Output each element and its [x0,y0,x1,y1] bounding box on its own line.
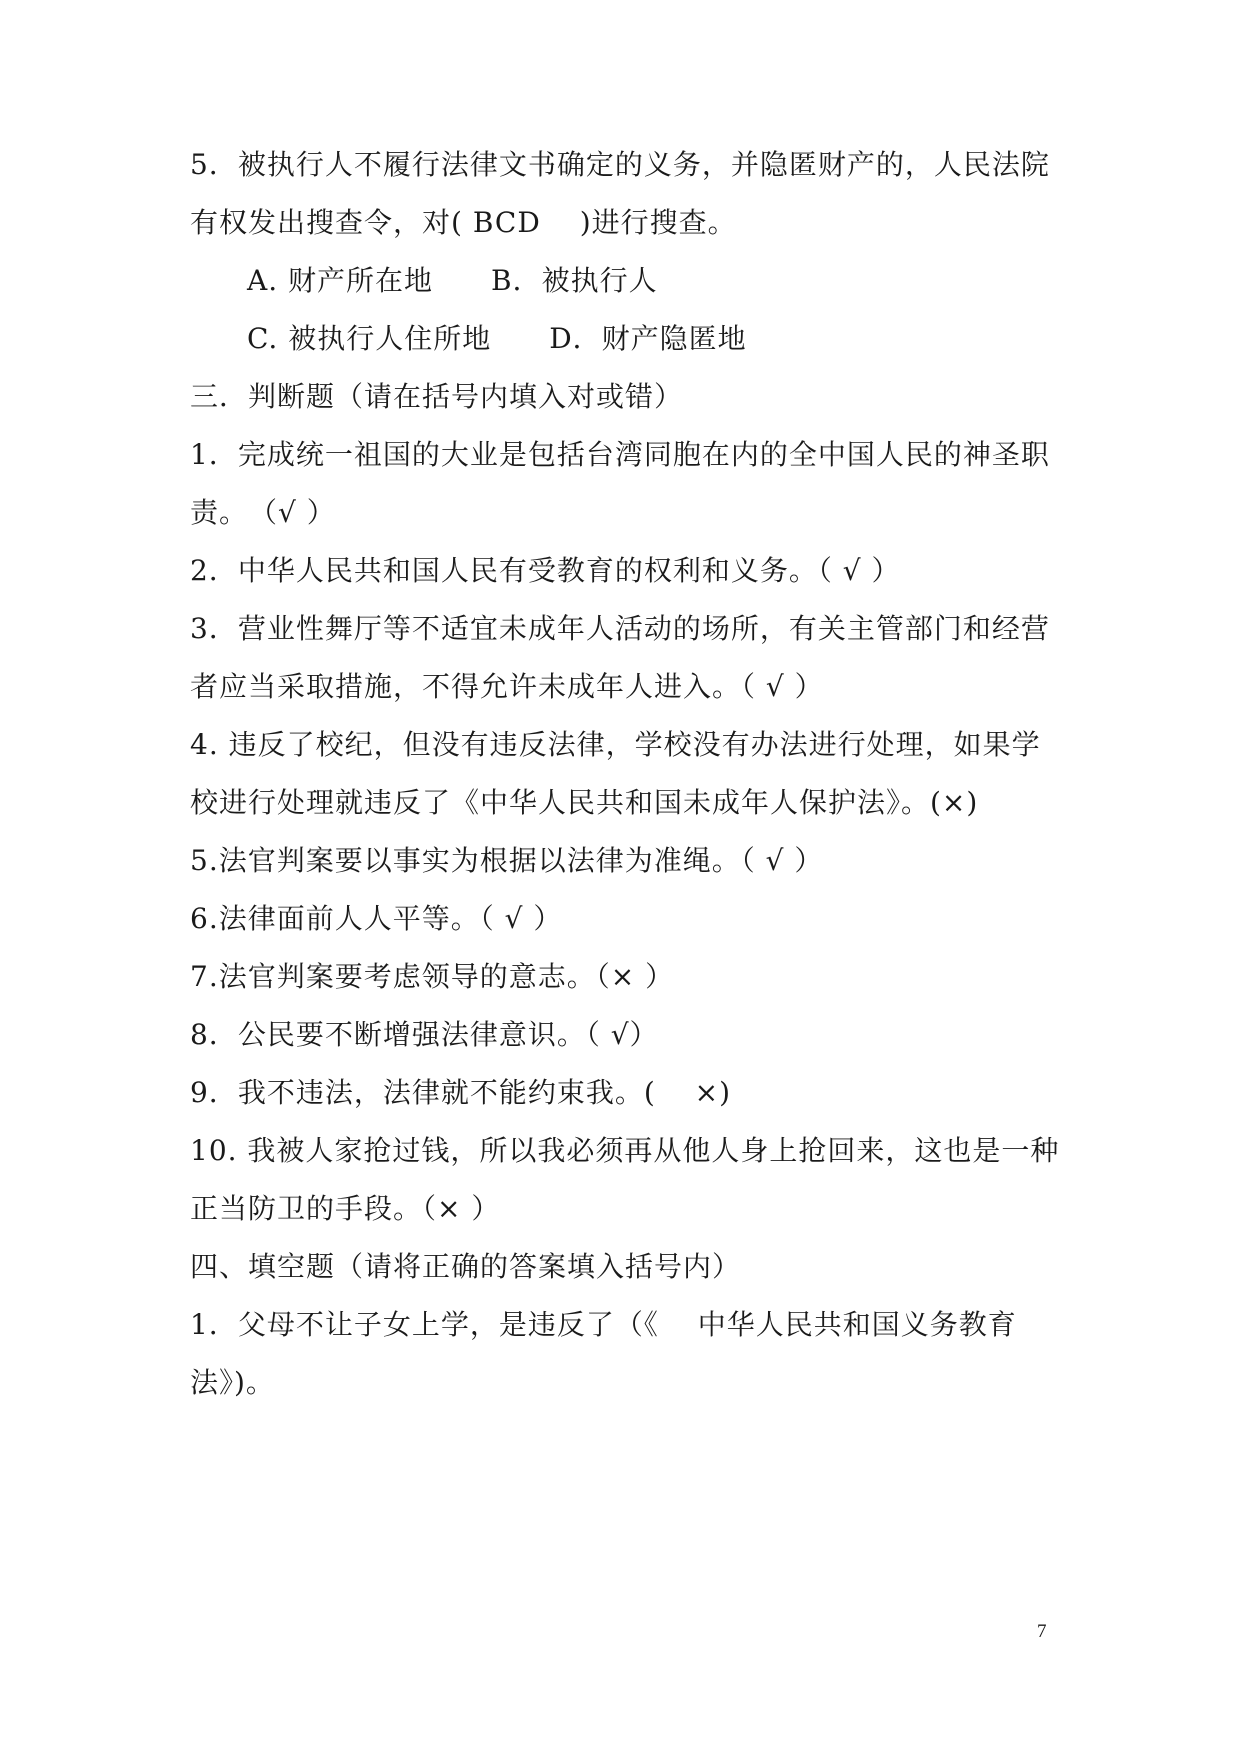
option-a: A. 财产所在地 [247,264,434,297]
judgment-item-line: 10. 我被人家抢过钱，所以我必须再从他人身上抢回来，这也是一种 [190,1134,1060,1167]
judgment-item-line: 责。 （√ ） [190,496,336,529]
judgment-item-line: 7.法官判案要考虑领导的意志。（× ） [190,960,675,993]
judgment-item-line: 4. 违反了校纪，但没有违反法律，学校没有办法进行处理，如果学 [190,728,1041,761]
judgment-item-line: 6.法律面前人人平等。（ √ ） [190,902,563,935]
page-number: 7 [1037,1621,1047,1642]
judgment-item-line: 正当防卫的手段。（× ） [190,1192,501,1225]
section-4-heading: 四、填空题（请将正确的答案填入括号内） [190,1250,742,1283]
question-5-options-ab [247,261,1127,301]
option-b: B．被执行人 [491,264,658,297]
judgment-item-line: 5.法官判案要以事实为根据以法律为准绳。（ √ ） [190,844,824,877]
judgment-item-line: 3．营业性舞厅等不适宜未成年人活动的场所，有关主管部门和经营 [190,612,1050,645]
question-5-line-1: 5．被执行人不履行法律文书确定的义务，并隐匿财产的，人民法院 [190,148,1050,181]
question-5-line-2: 有权发出搜查令，对( BCD )进行搜查。 [190,206,737,239]
question-5-options-cd [247,319,1127,359]
fill-blank-item-line: 法》)。 [190,1366,275,1399]
section-3-heading: 三．判断题（请在括号内填入对或错） [190,380,684,413]
option-c: C. 被执行人住所地 [247,322,492,355]
judgment-item-line: 者应当采取措施，不得允许未成年人进入。（ √ ） [190,670,824,703]
judgment-item-line: 校进行处理就违反了《中华人民共和国未成年人保护法》。(×) [190,786,979,819]
judgment-item-line: 1．完成统一祖国的大业是包括台湾同胞在内的全中国人民的神圣职 [190,438,1050,471]
judgment-item-line: 2．中华人民共和国人民有受教育的权利和义务。（ √ ） [190,554,901,587]
judgment-item-line: 9．我不违法，法律就不能约束我。( ×) [190,1076,732,1109]
option-d: D．财产隐匿地 [549,322,747,355]
fill-blank-item-line: 1．父母不让子女上学，是违反了（《 中华人民共和国义务教育 [190,1308,1017,1341]
judgment-item-line: 8．公民要不断增强法律意识。（ √） [190,1018,659,1051]
